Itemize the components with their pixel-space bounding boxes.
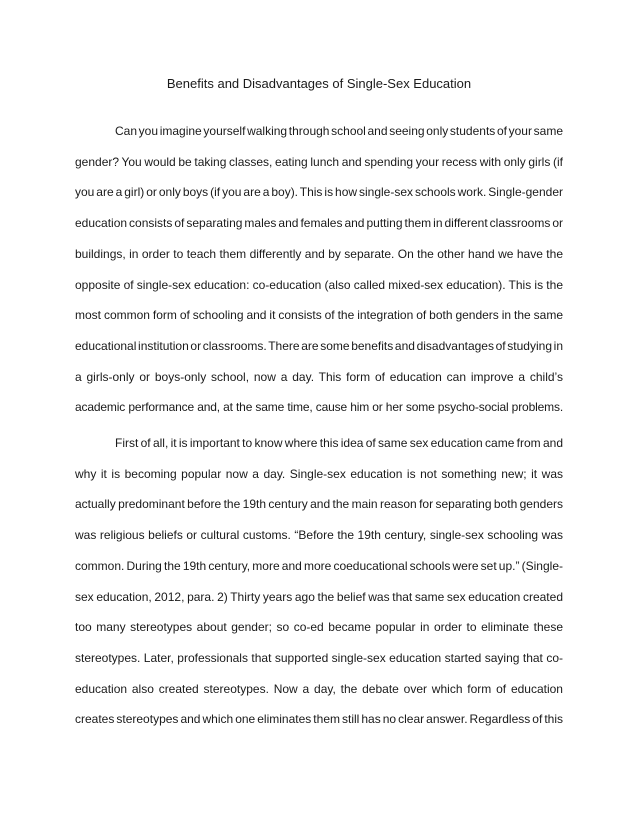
paragraph-line: Can you imagine yourself walking through school and seeing only students of your same — [115, 124, 563, 138]
paragraph-line: academic performance and, at the same time, cause him or her some psycho-social problems. — [75, 400, 563, 415]
paragraph-line: actually predominant before the 19th century and the main reason for separating both genders — [75, 497, 563, 512]
paragraph-line: stereotypes. Later, professionals that supported single-sex education started saying that co- — [75, 650, 563, 665]
paragraph-line: most common form of schooling and it consists of the integration of both genders in the same — [75, 308, 563, 323]
paragraph-line: sex education, 2012, para. 2) Thirty years ago the belief was that same sex education created — [75, 589, 563, 604]
paragraph-line: gender? You would be taking classes, eating lunch and spending your recess with only girls (if — [75, 154, 563, 169]
paragraph-line: education consists of separating males and females and putting them in different classrooms or — [75, 216, 563, 231]
document-title: Benefits and Disadvantages of Single-Sex Education — [166, 76, 472, 91]
paragraph-line: you are a girl) or only boys (if you are a boy). This is how single-sex schools work. Single-gender — [75, 185, 563, 200]
paragraph-line: too many stereotypes about gender; so co-ed became popular in order to eliminate these — [75, 620, 563, 635]
paragraph-line: educational institution or classrooms. There are some benefits and disadvantages of studying in — [75, 338, 563, 353]
paragraph-line: was religious beliefs or cultural customs. “Before the 19th century, single-sex schooling was — [75, 528, 563, 543]
paragraph-line: buildings, in order to teach them differently and by separate. On the other hand we have the — [75, 246, 563, 261]
paragraph-line: First of all, it is important to know where this idea of same sex education came from and — [115, 436, 563, 450]
paragraph-line: education also created stereotypes. Now a day, the debate over which form of education — [75, 681, 563, 696]
paragraph-line: common. During the 19th century, more and more coeducational schools were set up.” (Single- — [75, 558, 563, 573]
paragraph-line: creates stereotypes and which one eliminates them still has no clear answer. Regardless of this — [75, 712, 563, 727]
paragraph-line: a girls-only or boys-only school, now a day. This form of education can improve a child’s — [75, 369, 563, 384]
paragraph-line: opposite of single-sex education: co-education (also called mixed-sex education). This is the — [75, 277, 563, 292]
paragraph-line: why it is becoming popular now a day. Single-sex education is not something new; it was — [75, 466, 563, 481]
